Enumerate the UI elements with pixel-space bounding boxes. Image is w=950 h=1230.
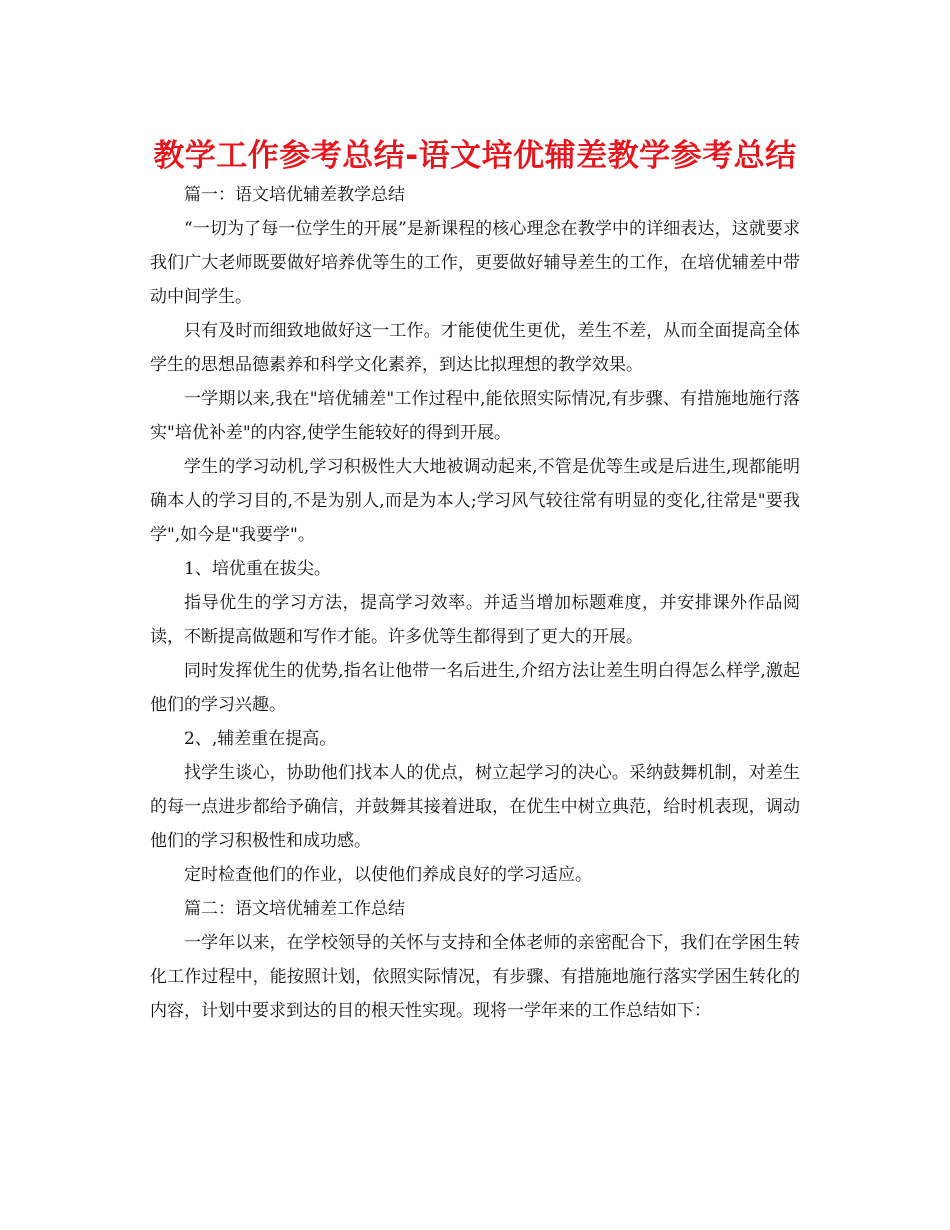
paragraph: 定时检查他们的作业，以使他们养成良好的学习适应。 <box>184 865 592 885</box>
document-title: 教学工作参考总结-语文培优辅差教学参考总结 <box>153 138 797 174</box>
paragraph: 学生的学习动机,学习积极性大大地被调动起来,不管是优等生或是后进生,现都能明确本人的学习目的,不是为别人,而是为本人;学习风气较往常有明显的变化,往常是"要我学",如今是"我要学"。 <box>150 457 800 545</box>
paragraph: 只有及时而细致地做好这一工作。才能使优生更优，差生不差，从而全面提高全体学生的思想品德素养和科学文化素养，到达比拟理想的教学效果。 <box>150 321 800 375</box>
paragraph: 一学年以来，在学校领导的关怀与支持和全体老师的亲密配合下，我们在学困生转化工作过程中，能按照计划，依照实际情况，有步骤、有措施地施行落实学困生转化的内容，计划中要求到达的目的根天性实现。现将一学年来的工作总结如下： <box>150 933 800 1021</box>
paragraph: 指导优生的学习方法，提高学习效率。并适当增加标题难度，并安排课外作品阅读，不断提高做题和写作才能。许多优等生都得到了更大的开展。 <box>150 593 800 647</box>
paragraph: 同时发挥优生的优势,指名让他带一名后进生,介绍方法让差生明白得怎么样学,激起他们的学习兴趣。 <box>150 661 800 715</box>
paragraph: 一学期以来,我在"培优辅差"工作过程中,能依照实际情况,有步骤、有措施地施行落实"培优补差"的内容,使学生能较好的得到开展。 <box>150 389 800 443</box>
document-body <box>150 178 800 1028</box>
paragraph: 2、,辅差重在提高。 <box>184 729 337 749</box>
paragraph: “一切为了每一位学生的开展”是新课程的核心理念在教学中的详细表达，这就要求我们广大老师既要做好培养优等生的工作，更要做好辅导差生的工作，在培优辅差中带动中间学生。 <box>150 219 800 307</box>
paragraph: 篇一：语文培优辅差教学总结 <box>184 185 405 205</box>
paragraph: 找学生谈心，协助他们找本人的优点，树立起学习的决心。采纳鼓舞机制，对差生的每一点进步都给予确信，并鼓舞其接着进取，在优生中树立典范，给时机表现，调动他们的学习积极性和成功感。 <box>150 763 800 851</box>
paragraph: 篇二：语文培优辅差工作总结 <box>184 899 405 919</box>
paragraph: 1、培优重在拔尖。 <box>184 559 331 579</box>
